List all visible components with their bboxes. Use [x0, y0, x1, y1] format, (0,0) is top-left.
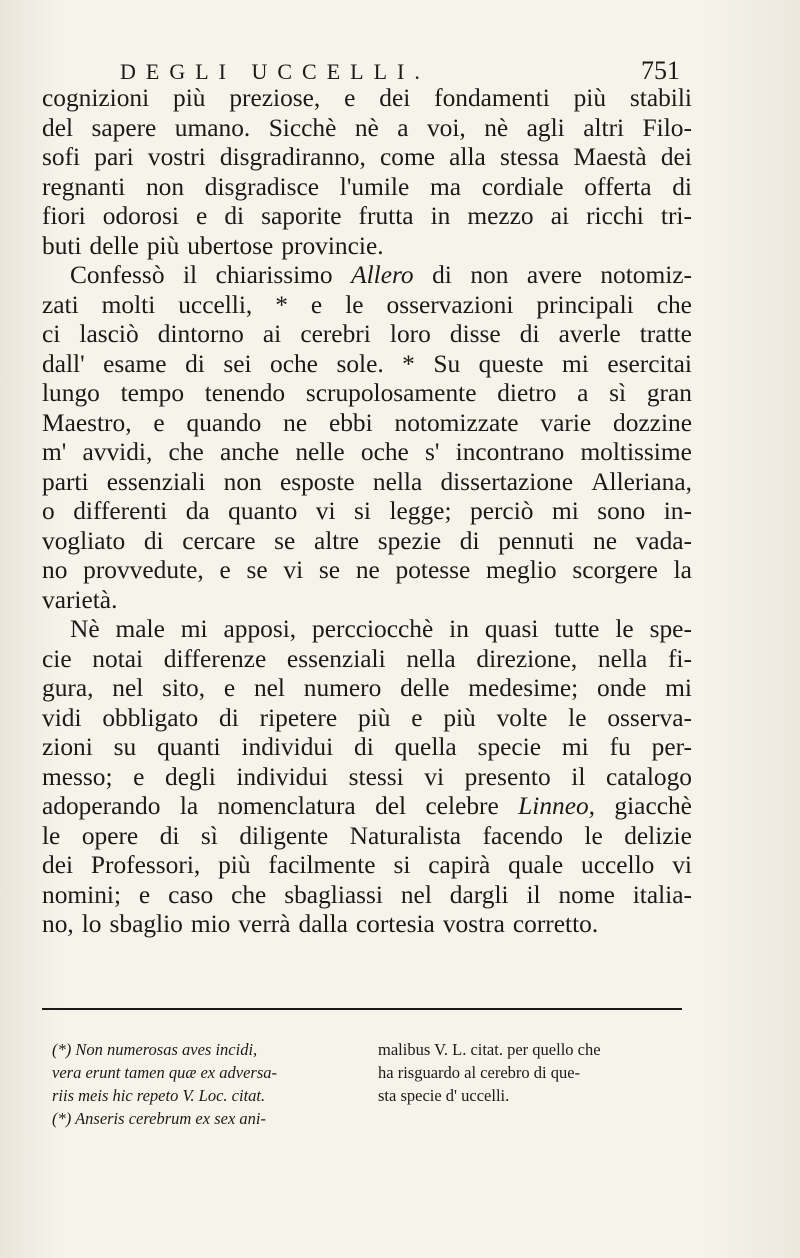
- footnote-line: (*) Non numerosas aves incidi,: [52, 1040, 258, 1059]
- footnote-rule: [42, 1008, 682, 1010]
- footnote-line: riis meis hic repeto V. Loc. citat.: [52, 1086, 266, 1105]
- body-line: regnanti non disgradisce l'umile ma cordiale offerta di: [42, 172, 692, 201]
- body-line: Maestro, e quando ne ebbi notomizzate varie dozzine: [42, 408, 692, 437]
- footnote-line: sta specie d' uccelli.: [378, 1086, 510, 1105]
- body-line: del sapere umano. Sicchè nè a voi, nè agli altri Filo-: [42, 113, 692, 142]
- running-head: DEGLI UCCELLI.: [120, 59, 430, 84]
- body-line: dei Professori, più facilmente si capirà quale uccello vi: [42, 851, 692, 879]
- body-line: Confessò il chiarissimo Allero di non avere notomiz-: [70, 261, 692, 289]
- footnotes-left-column: [52, 1038, 366, 1130]
- body-line: sofi pari vostri disgradiranno, come alla stessa Maestà dei: [42, 143, 692, 171]
- body-line: varietà.: [42, 585, 118, 614]
- body-line: parti essenziali non esposte nella dissertazione Alleriana,: [42, 467, 692, 496]
- body-line: messo; e degli individui stessi vi presento il catalogo: [42, 762, 692, 791]
- body-line: le opere di sì diligente Naturalista facendo le delizie: [42, 821, 692, 850]
- body-line: cognizioni più preziose, e dei fondamenti più stabili: [42, 84, 692, 112]
- body-line: lungo tempo tenendo scrupolosamente dietro a sì gran: [42, 379, 692, 407]
- body-line: zioni su quanti individui di quella specie mi fu per-: [42, 733, 692, 761]
- body-line: Nè male mi apposi, percciocchè in quasi tutte le spe-: [70, 615, 692, 643]
- body-line: vidi obbligato di ripetere più e più volte le osserva-: [42, 703, 692, 732]
- footnote-line: vera erunt tamen quæ ex adversa-: [52, 1063, 277, 1082]
- body-line: cie notai differenze essenziali nella direzione, nella fi-: [42, 644, 692, 673]
- page-number: 751: [641, 56, 680, 85]
- body-line: ci lasciò dintorno ai cerebri loro disse di averle tratte: [42, 320, 692, 348]
- body-line: dall' esame di sei oche sole. * Su queste mi esercitai: [42, 349, 692, 378]
- footnote-line: ha risguardo al cerebro di que-: [378, 1063, 581, 1082]
- body-line: gura, nel sito, e nel numero delle medesime; onde mi: [42, 674, 692, 702]
- body-line: no provvedute, e se vi se ne potesse meglio scorgere la: [42, 556, 692, 584]
- body-line: buti delle più ubertose provincie.: [42, 231, 384, 260]
- footnotes-right-column: [378, 1038, 692, 1130]
- body-line: nomini; e caso che sbagliassi nel dargli il nome italia-: [42, 880, 692, 909]
- page-header: [120, 56, 680, 86]
- body-line: adoperando la nomenclatura del celebre Linneo, giacchè: [42, 792, 692, 820]
- footnotes: [52, 1038, 692, 1130]
- footnote-line: (*) Anseris cerebrum ex sex ani-: [52, 1109, 266, 1128]
- body-line: o differenti da quanto vi si legge; perciò mi sono in-: [42, 497, 692, 525]
- body-line: zati molti uccelli, * e le osservazioni principali che: [42, 290, 692, 319]
- body-text: [42, 84, 692, 940]
- body-line: vogliato di cercare se altre spezie di pennuti ne vada-: [42, 526, 692, 555]
- footnote-line: malibus V. L. citat. per quello che: [378, 1040, 601, 1059]
- body-line: fiori odorosi e di saporite frutta in mezzo ai ricchi tri-: [42, 202, 692, 230]
- body-line: m' avvidi, che anche nelle oche s' incontrano moltissime: [42, 438, 692, 466]
- body-line: no, lo sbaglio mio verrà dalla cortesia vostra corretto.: [42, 910, 599, 938]
